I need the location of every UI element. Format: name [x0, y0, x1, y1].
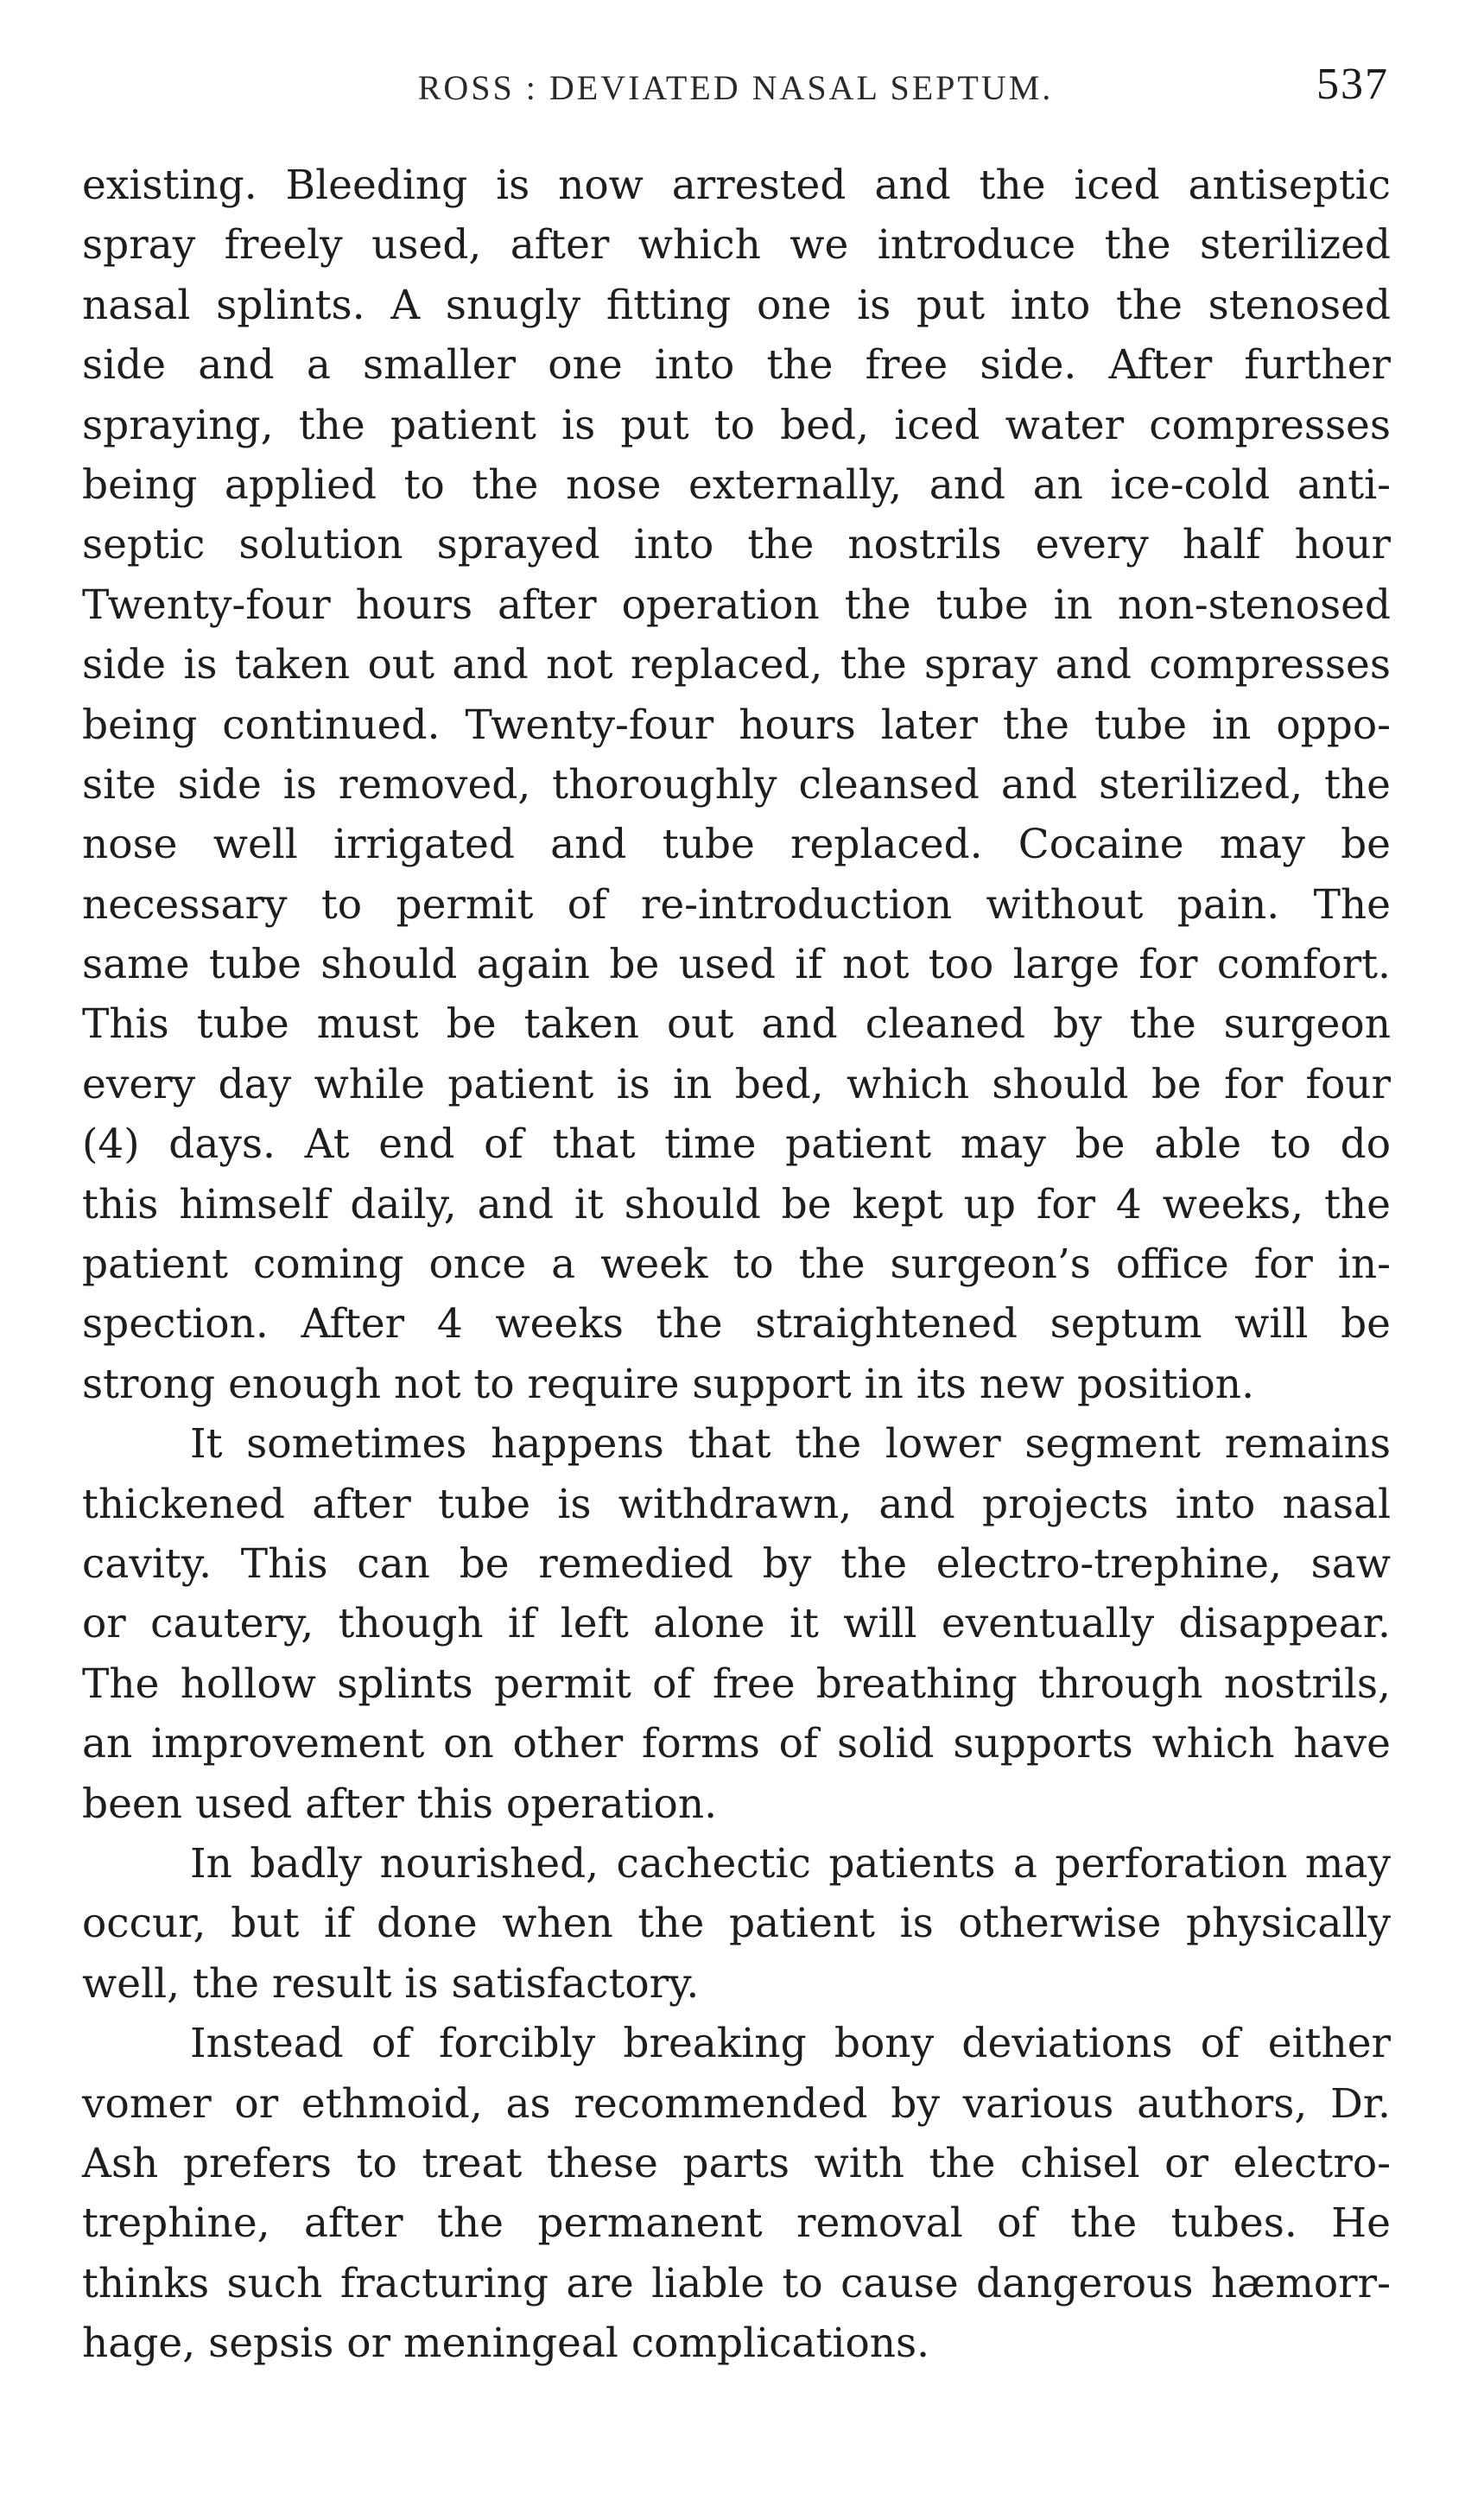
text-line: trephine, after the permanent removal of the tubes. He	[82, 2199, 1391, 2248]
text-line: hage, sepsis or meningeal complications.	[82, 2319, 930, 2368]
text-line: spraying, the patient is put to bed, iced water compresses	[82, 401, 1391, 449]
body-text	[82, 155, 1391, 2373]
text-line: side is taken out and not replaced, the spray and compresses	[82, 641, 1391, 689]
text-line: occur, but if done when the patient is otherwise physically	[82, 1900, 1391, 1948]
text-line: same tube should again be used if not too large for comfort.	[82, 941, 1391, 989]
text-line: site side is removed, thoroughly cleansed and sterilized, the	[82, 760, 1391, 809]
text-line: existing. Bleeding is now arrested and the iced antiseptic	[82, 162, 1391, 209]
text-line: In badly nourished, cachectic patients a perforation may	[190, 1839, 1391, 1888]
text-line: patient coming once a week to the surgeon’s office for in-	[82, 1241, 1391, 1289]
text-line: Twenty-four hours after operation the tube in non-stenosed	[82, 581, 1391, 629]
text-line: The hollow splints permit of free breathing through nostrils,	[82, 1659, 1391, 1708]
text-line: nose well irrigated and tube replaced. Cocaine may be	[82, 821, 1391, 869]
text-line: spray freely used, after which we introduce the sterilized	[82, 221, 1391, 270]
text-line: spection. After 4 weeks the straightened septum will be	[82, 1300, 1391, 1349]
text-line: or cautery, though if left alone it will eventually disappear.	[82, 1600, 1391, 1648]
text-line: Ash prefers to treat these parts with the chisel or electro-	[82, 2139, 1391, 2187]
text-line: been used after this operation.	[82, 1780, 718, 1828]
text-line: (4) days. At end of that time patient may be able to do	[82, 1120, 1391, 1169]
text-line: vomer or ethmoid, as recommended by various authors, Dr.	[82, 2079, 1391, 2128]
text-line: This tube must be taken out and cleaned by the surgeon	[82, 1000, 1391, 1049]
running-head	[82, 59, 1389, 121]
text-line: well, the result is satisfactory.	[82, 1959, 700, 2008]
text-line: every day while patient is in bed, which should be for four	[82, 1060, 1391, 1108]
text-line: thinks such fracturing are liable to cause dangerous hæmorr-	[82, 2259, 1391, 2307]
text-line: It sometimes happens that the lower segment remains	[190, 1420, 1391, 1469]
text-line: being applied to the nose externally, and an ice-cold anti-	[82, 460, 1391, 509]
text-line: nasal splints. A snugly fitting one is put into the stenosed	[82, 281, 1391, 329]
text-line: strong enough not to require support in its new position.	[82, 1360, 1255, 1408]
page-number: 537	[1316, 60, 1389, 109]
text-line: thickened after tube is withdrawn, and projects into nasal	[82, 1480, 1391, 1528]
text-line: necessary to permit of re-introduction without pain. The	[82, 880, 1391, 929]
text-line: an improvement on other forms of solid supports which have	[82, 1720, 1391, 1768]
text-line: being continued. Twenty-four hours later the tube in oppo-	[82, 701, 1391, 749]
text-line: cavity. This can be remedied by the electro-trephine, saw	[82, 1539, 1391, 1588]
text-line: side and a smaller one into the free side. After further	[82, 341, 1391, 390]
running-title: ROSS : DEVIATED NASAL SEPTUM.	[417, 68, 1054, 107]
text-line: septic solution sprayed into the nostrils every half hour	[82, 521, 1391, 569]
text-line: Instead of forcibly breaking bony deviations of either	[190, 2020, 1391, 2068]
text-line: this himself daily, and it should be kept up for 4 weeks, the	[82, 1180, 1391, 1228]
